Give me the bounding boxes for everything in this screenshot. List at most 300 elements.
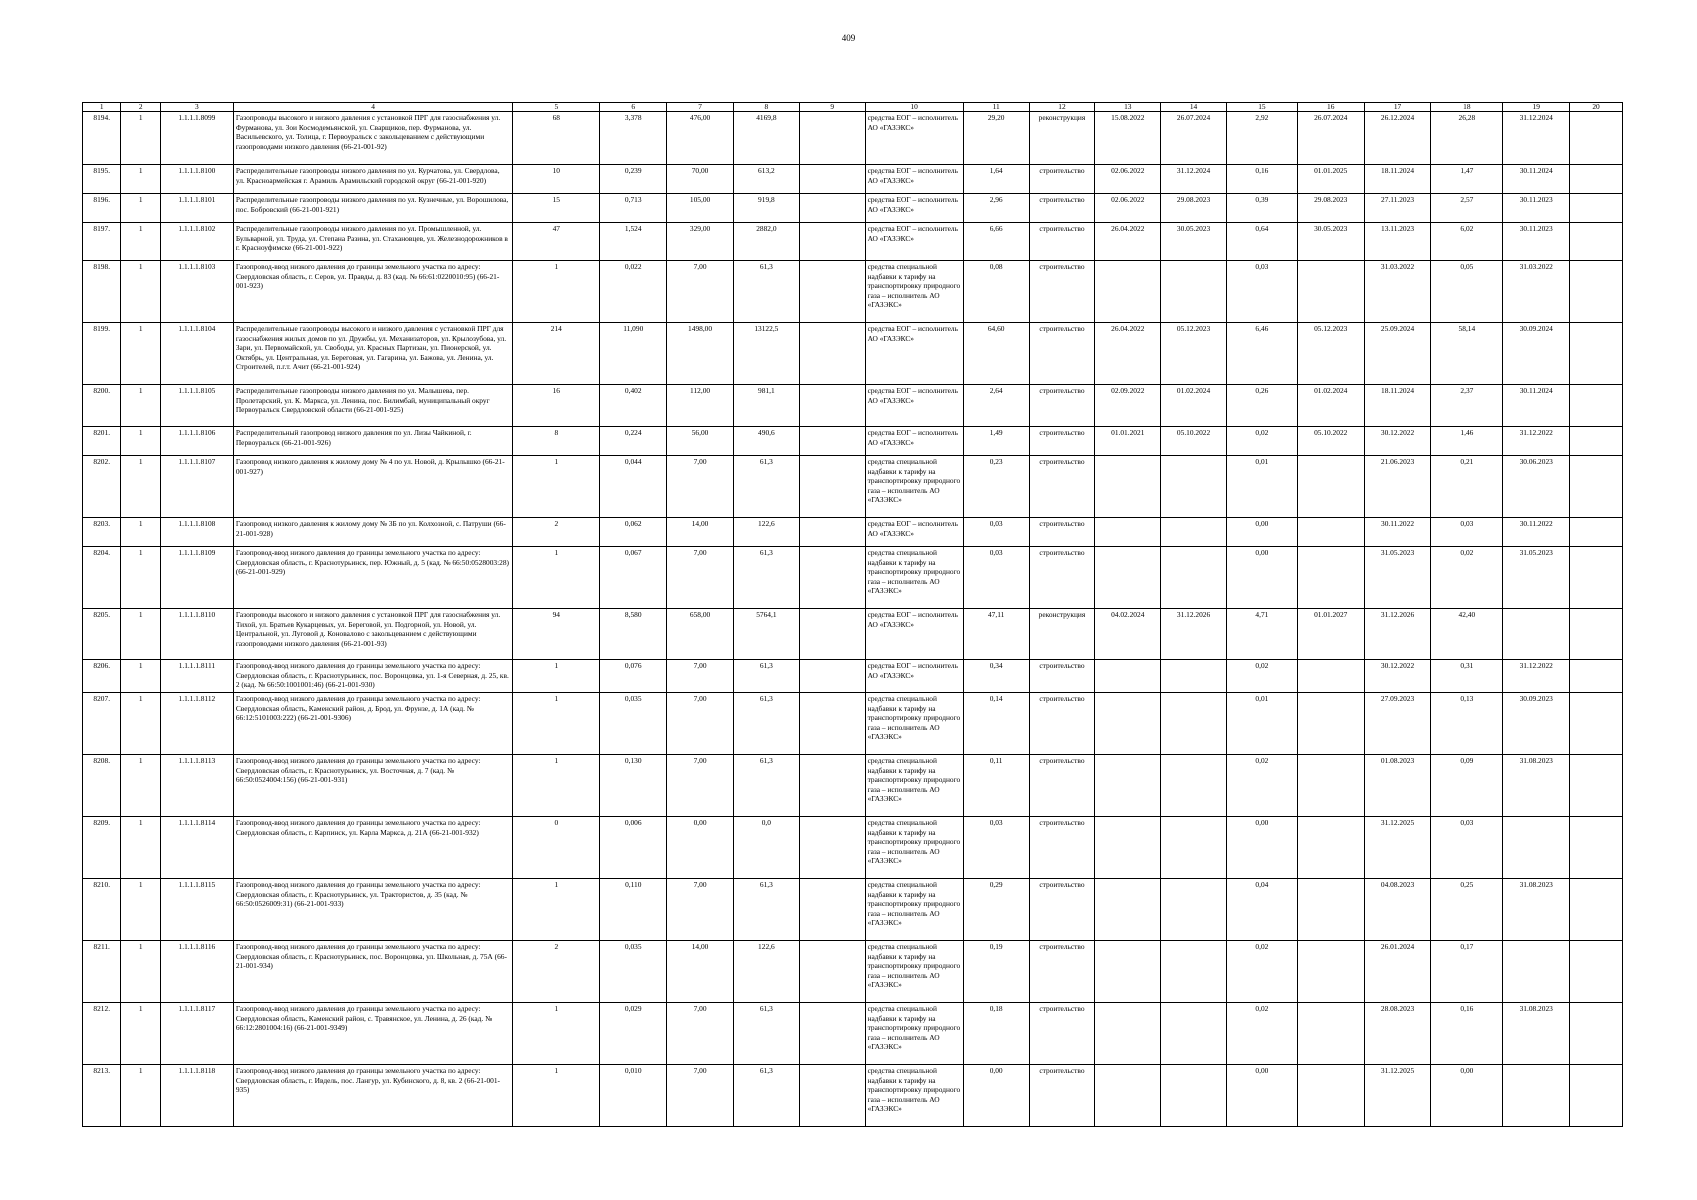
table-cell-col-15: 2,92 xyxy=(1226,112,1297,165)
table-cell-col-5: 1 xyxy=(513,456,600,518)
column-header-17: 17 xyxy=(1364,103,1431,112)
table-cell-col-10: средства ЕОГ – исполнитель АО «ГАЗЭКС» xyxy=(865,518,963,547)
table-cell-col-8: 61,3 xyxy=(733,1065,799,1127)
table-cell-col-11: 0,14 xyxy=(963,693,1029,755)
column-header-15: 15 xyxy=(1226,103,1297,112)
table-cell-col-8: 61,3 xyxy=(733,456,799,518)
table-cell-col-4: Распределительные газопроводы низкого давления по ул. Курчатова, ул. Свердлова, ул. Красноармейская г. Арамиль Арамильский городской округ (66-21-001-920) xyxy=(233,165,512,194)
table-row xyxy=(83,456,1623,518)
table-cell-col-13 xyxy=(1095,693,1161,755)
table-cell-col-12: строительство xyxy=(1029,693,1095,755)
table-header xyxy=(83,103,1623,112)
table-cell-col-20 xyxy=(1570,547,1623,609)
table-cell-col-9 xyxy=(799,456,865,518)
table-cell-col-11: 6,66 xyxy=(963,223,1029,261)
table-cell-col-12: строительство xyxy=(1029,323,1095,385)
table-cell-col-13 xyxy=(1095,879,1161,941)
table-cell-col-4: Газопровод-ввод низкого давления до границы земельного участка по адресу: Свердловская область, г. Краснотурьинск, пер. Южный, д. 5 (кад. № 66:50:0528003:28) (66-21-001-929) xyxy=(233,547,512,609)
table-cell-col-4: Газопровод-ввод низкого давления до границы земельного участка по адресу: Свердловская область, г. Краснотурьинск, пос. Воронцовка, ул. Школьная, д. 75А (66-21-001-934) xyxy=(233,941,512,1003)
table-cell-col-14: 01.02.2024 xyxy=(1161,385,1227,427)
table-cell-col-6: 0,713 xyxy=(600,194,667,223)
table-cell-col-11: 1,49 xyxy=(963,427,1029,456)
table-row xyxy=(83,261,1623,323)
table-cell-col-2: 1 xyxy=(121,518,160,547)
table-cell-col-18: 0,17 xyxy=(1431,941,1503,1003)
table-cell-col-8: 122,6 xyxy=(733,518,799,547)
table-cell-col-19 xyxy=(1503,1065,1570,1127)
table-cell-col-14: 30.05.2023 xyxy=(1161,223,1227,261)
table-cell-col-20 xyxy=(1570,817,1623,879)
table-cell-col-17: 31.12.2025 xyxy=(1364,817,1431,879)
table-cell-col-10: средства ЕОГ – исполнитель АО «ГАЗЭКС» xyxy=(865,323,963,385)
table-cell-col-16: 05.10.2022 xyxy=(1297,427,1364,456)
table-cell-col-8: 122,6 xyxy=(733,941,799,1003)
table-cell-col-5: 214 xyxy=(513,323,600,385)
table-cell-col-13: 26.04.2022 xyxy=(1095,223,1161,261)
table-cell-col-7: 14,00 xyxy=(667,941,734,1003)
table-cell-col-7: 7,00 xyxy=(667,1003,734,1065)
table-cell-col-4: Газопроводы высокого и низкого давления с установкой ПРГ для газоснабжения ул. Фурманова, ул. Зои Космодемьянской, ул. Сварщиков, пер. Фурманова, ул. Васильевского, ул. Толица, г. Первоуральск с закольцеванием с действующими газопроводами низкого давления (66-21-001-92) xyxy=(233,112,512,165)
table-cell-col-13 xyxy=(1095,518,1161,547)
table-cell-col-10: средства специальной надбавки к тарифу на транспортировку природного газа – исполнитель АО «ГАЗЭКС» xyxy=(865,693,963,755)
table-cell-col-18: 0,16 xyxy=(1431,1003,1503,1065)
table-cell-col-7: 56,00 xyxy=(667,427,734,456)
table-cell-col-18: 0,05 xyxy=(1431,261,1503,323)
table-cell-col-7: 7,00 xyxy=(667,1065,734,1127)
table-cell-col-2: 1 xyxy=(121,693,160,755)
table-cell-col-6: 0,110 xyxy=(600,879,667,941)
table-cell-col-6: 0,076 xyxy=(600,660,667,693)
table-cell-col-3: 1.1.1.1.8107 xyxy=(160,456,233,518)
table-cell-col-8: 0,0 xyxy=(733,817,799,879)
table-cell-col-1: 8209. xyxy=(83,817,121,879)
table-cell-col-15: 0,02 xyxy=(1226,427,1297,456)
table-cell-col-17: 26.01.2024 xyxy=(1364,941,1431,1003)
table-cell-col-6: 3,378 xyxy=(600,112,667,165)
table-cell-col-11: 64,60 xyxy=(963,323,1029,385)
table-cell-col-15: 0,01 xyxy=(1226,456,1297,518)
table-cell-col-11: 0,23 xyxy=(963,456,1029,518)
table-cell-col-8: 61,3 xyxy=(733,755,799,817)
table-cell-col-2: 1 xyxy=(121,112,160,165)
table-cell-col-18: 0,25 xyxy=(1431,879,1503,941)
table-cell-col-11: 2,96 xyxy=(963,194,1029,223)
table-row xyxy=(83,194,1623,223)
table-cell-col-17: 31.05.2023 xyxy=(1364,547,1431,609)
table-cell-col-1: 8203. xyxy=(83,518,121,547)
table-cell-col-20 xyxy=(1570,194,1623,223)
column-header-19: 19 xyxy=(1503,103,1570,112)
table-cell-col-15: 0,01 xyxy=(1226,693,1297,755)
table-cell-col-8: 13122,5 xyxy=(733,323,799,385)
registry-table xyxy=(82,102,1623,1127)
table-cell-col-2: 1 xyxy=(121,1065,160,1127)
table-cell-col-16 xyxy=(1297,1065,1364,1127)
table-cell-col-9 xyxy=(799,112,865,165)
table-cell-col-4: Газопровод-ввод низкого давления до границы земельного участка по адресу: Свердловская область, Каменский район, с. Травянское, ул. Ленина, д. 26 (кад. № 66:12:2801004:16) (66-21-001-9349) xyxy=(233,1003,512,1065)
table-cell-col-10: средства специальной надбавки к тарифу на транспортировку природного газа – исполнитель АО «ГАЗЭКС» xyxy=(865,1003,963,1065)
table-cell-col-4: Распределительные газопроводы низкого давления по ул. Промышленной, ул. Бульварной, ул. Труда, ул. Степана Разина, ул. Стахановцев, ул. Железнодорожников в г. Красноуфимске (66-21-001-922) xyxy=(233,223,512,261)
table-cell-col-3: 1.1.1.1.8101 xyxy=(160,194,233,223)
table-cell-col-2: 1 xyxy=(121,941,160,1003)
table-cell-col-9 xyxy=(799,693,865,755)
table-cell-col-3: 1.1.1.1.8106 xyxy=(160,427,233,456)
table-cell-col-13: 02.09.2022 xyxy=(1095,385,1161,427)
table-cell-col-9 xyxy=(799,223,865,261)
table-cell-col-15: 0,39 xyxy=(1226,194,1297,223)
table-cell-col-10: средства специальной надбавки к тарифу на транспортировку природного газа – исполнитель АО «ГАЗЭКС» xyxy=(865,547,963,609)
table-cell-col-19: 31.12.2022 xyxy=(1503,427,1570,456)
table-cell-col-5: 1 xyxy=(513,1065,600,1127)
table-cell-col-17: 25.09.2024 xyxy=(1364,323,1431,385)
table-cell-col-12: строительство xyxy=(1029,518,1095,547)
table-row xyxy=(83,693,1623,755)
table-cell-col-14 xyxy=(1161,660,1227,693)
table-cell-col-18: 58,14 xyxy=(1431,323,1503,385)
table-row xyxy=(83,1065,1623,1127)
table-cell-col-3: 1.1.1.1.8117 xyxy=(160,1003,233,1065)
table-cell-col-4: Газопровод низкого давления к жилому дому № 3Б по ул. Колхозной, с. Патруши (66-21-001-928) xyxy=(233,518,512,547)
table-cell-col-1: 8205. xyxy=(83,609,121,660)
table-cell-col-13: 26.04.2022 xyxy=(1095,323,1161,385)
column-header-7: 7 xyxy=(667,103,734,112)
column-header-20: 20 xyxy=(1570,103,1623,112)
table-cell-col-6: 0,130 xyxy=(600,755,667,817)
table-cell-col-9 xyxy=(799,1003,865,1065)
table-cell-col-15: 0,16 xyxy=(1226,165,1297,194)
table-cell-col-18: 42,40 xyxy=(1431,609,1503,660)
table-cell-col-10: средства ЕОГ – исполнитель АО «ГАЗЭКС» xyxy=(865,194,963,223)
table-cell-col-12: строительство xyxy=(1029,427,1095,456)
table-cell-col-19: 31.08.2023 xyxy=(1503,1003,1570,1065)
table-cell-col-6: 0,006 xyxy=(600,817,667,879)
table-cell-col-4: Газопровод низкого давления к жилому дому № 4 по ул. Новой, д. Крылышко (66-21-001-927) xyxy=(233,456,512,518)
table-cell-col-1: 8194. xyxy=(83,112,121,165)
table-cell-col-20 xyxy=(1570,755,1623,817)
table-cell-col-16 xyxy=(1297,518,1364,547)
table-cell-col-6: 0,044 xyxy=(600,456,667,518)
table-cell-col-3: 1.1.1.1.8116 xyxy=(160,941,233,1003)
table-cell-col-8: 61,3 xyxy=(733,879,799,941)
table-cell-col-7: 105,00 xyxy=(667,194,734,223)
table-cell-col-1: 8210. xyxy=(83,879,121,941)
table-cell-col-7: 7,00 xyxy=(667,693,734,755)
table-cell-col-13 xyxy=(1095,1003,1161,1065)
table-cell-col-4: Распределительный газопровод низкого давления по ул. Лизы Чайкиной, г. Первоуральск (66-21-001-926) xyxy=(233,427,512,456)
table-cell-col-10: средства специальной надбавки к тарифу на транспортировку природного газа – исполнитель АО «ГАЗЭКС» xyxy=(865,817,963,879)
table-cell-col-1: 8195. xyxy=(83,165,121,194)
table-cell-col-8: 4169,8 xyxy=(733,112,799,165)
table-cell-col-5: 1 xyxy=(513,879,600,941)
table-cell-col-19: 31.08.2023 xyxy=(1503,879,1570,941)
table-cell-col-3: 1.1.1.1.8115 xyxy=(160,879,233,941)
table-cell-col-7: 476,00 xyxy=(667,112,734,165)
table-cell-col-3: 1.1.1.1.8111 xyxy=(160,660,233,693)
table-cell-col-8: 2882,0 xyxy=(733,223,799,261)
table-cell-col-2: 1 xyxy=(121,1003,160,1065)
table-cell-col-5: 1 xyxy=(513,261,600,323)
table-cell-col-14: 05.10.2022 xyxy=(1161,427,1227,456)
table-cell-col-17: 21.06.2023 xyxy=(1364,456,1431,518)
table-cell-col-17: 30.12.2022 xyxy=(1364,427,1431,456)
table-cell-col-13 xyxy=(1095,547,1161,609)
table-cell-col-1: 8197. xyxy=(83,223,121,261)
column-header-11: 11 xyxy=(963,103,1029,112)
table-cell-col-6: 0,035 xyxy=(600,693,667,755)
table-cell-col-7: 7,00 xyxy=(667,547,734,609)
table-cell-col-19: 31.12.2024 xyxy=(1503,112,1570,165)
table-cell-col-3: 1.1.1.1.8104 xyxy=(160,323,233,385)
table-cell-col-11: 0,00 xyxy=(963,1065,1029,1127)
table-cell-col-14: 31.12.2026 xyxy=(1161,609,1227,660)
table-cell-col-2: 1 xyxy=(121,879,160,941)
table-cell-col-15: 0,02 xyxy=(1226,660,1297,693)
column-header-1: 1 xyxy=(83,103,121,112)
table-cell-col-2: 1 xyxy=(121,323,160,385)
table-cell-col-13 xyxy=(1095,941,1161,1003)
table-cell-col-11: 0,08 xyxy=(963,261,1029,323)
table-cell-col-11: 0,03 xyxy=(963,547,1029,609)
table-cell-col-5: 1 xyxy=(513,693,600,755)
table-cell-col-16: 30.05.2023 xyxy=(1297,223,1364,261)
table-cell-col-8: 61,3 xyxy=(733,693,799,755)
table-cell-col-16 xyxy=(1297,547,1364,609)
table-cell-col-15: 6,46 xyxy=(1226,323,1297,385)
table-cell-col-15: 0,02 xyxy=(1226,755,1297,817)
table-cell-col-8: 613,2 xyxy=(733,165,799,194)
table-cell-col-3: 1.1.1.1.8103 xyxy=(160,261,233,323)
table-row xyxy=(83,660,1623,693)
table-cell-col-2: 1 xyxy=(121,609,160,660)
table-cell-col-17: 28.08.2023 xyxy=(1364,1003,1431,1065)
table-cell-col-19: 30.11.2024 xyxy=(1503,165,1570,194)
table-cell-col-8: 61,3 xyxy=(733,1003,799,1065)
table-cell-col-15: 0,26 xyxy=(1226,385,1297,427)
table-cell-col-20 xyxy=(1570,693,1623,755)
table-cell-col-7: 0,00 xyxy=(667,817,734,879)
table-cell-col-5: 10 xyxy=(513,165,600,194)
table-cell-col-18: 0,02 xyxy=(1431,547,1503,609)
table-cell-col-5: 47 xyxy=(513,223,600,261)
table-row xyxy=(83,547,1623,609)
table-row xyxy=(83,1003,1623,1065)
table-cell-col-18: 0,09 xyxy=(1431,755,1503,817)
table-cell-col-19: 30.09.2023 xyxy=(1503,693,1570,755)
table-cell-col-10: средства специальной надбавки к тарифу на транспортировку природного газа – исполнитель АО «ГАЗЭКС» xyxy=(865,456,963,518)
table-cell-col-5: 1 xyxy=(513,755,600,817)
table-cell-col-6: 8,580 xyxy=(600,609,667,660)
table-cell-col-8: 981,1 xyxy=(733,385,799,427)
table-cell-col-1: 8202. xyxy=(83,456,121,518)
table-cell-col-3: 1.1.1.1.8118 xyxy=(160,1065,233,1127)
table-cell-col-19 xyxy=(1503,609,1570,660)
table-cell-col-18: 0,31 xyxy=(1431,660,1503,693)
table-cell-col-15: 0,00 xyxy=(1226,547,1297,609)
table-cell-col-12: строительство xyxy=(1029,547,1095,609)
table-cell-col-9 xyxy=(799,941,865,1003)
table-cell-col-16 xyxy=(1297,456,1364,518)
table-row xyxy=(83,427,1623,456)
table-cell-col-17: 04.08.2023 xyxy=(1364,879,1431,941)
table-cell-col-6: 0,010 xyxy=(600,1065,667,1127)
table-cell-col-5: 1 xyxy=(513,660,600,693)
table-cell-col-16 xyxy=(1297,941,1364,1003)
table-cell-col-15: 4,71 xyxy=(1226,609,1297,660)
table-cell-col-7: 1498,00 xyxy=(667,323,734,385)
table-cell-col-12: строительство xyxy=(1029,879,1095,941)
table-cell-col-9 xyxy=(799,755,865,817)
table-cell-col-16 xyxy=(1297,755,1364,817)
table-cell-col-19: 31.03.2022 xyxy=(1503,261,1570,323)
table-cell-col-4: Газопровод-ввод низкого давления до границы земельного участка по адресу: Свердловская область, г. Краснотурьинск, пос. Воронцовка, ул. 1-я Северная, д. 25, кв. 2 (кад. № 66:50:1001001:46) (66-21-001-930) xyxy=(233,660,512,693)
table-cell-col-17: 26.12.2024 xyxy=(1364,112,1431,165)
table-cell-col-4: Распределительные газопроводы низкого давления по ул. Кузнечные, ул. Ворошилова, пос. Бобровский (66-21-001-921) xyxy=(233,194,512,223)
table-cell-col-1: 8212. xyxy=(83,1003,121,1065)
table-cell-col-9 xyxy=(799,385,865,427)
table-row xyxy=(83,755,1623,817)
table-cell-col-4: Газопровод-ввод низкого давления до границы земельного участка по адресу: Свердловская область, г. Ивдель, пос. Лангур, ул. Кубинского, д. 8, кв. 2 (66-21-001-935) xyxy=(233,1065,512,1127)
table-cell-col-13 xyxy=(1095,261,1161,323)
table-cell-col-6: 0,402 xyxy=(600,385,667,427)
table-cell-col-1: 8201. xyxy=(83,427,121,456)
table-cell-col-3: 1.1.1.1.8102 xyxy=(160,223,233,261)
table-row xyxy=(83,817,1623,879)
table-cell-col-2: 1 xyxy=(121,547,160,609)
table-cell-col-10: средства ЕОГ – исполнитель АО «ГАЗЭКС» xyxy=(865,427,963,456)
column-header-18: 18 xyxy=(1431,103,1503,112)
table-cell-col-9 xyxy=(799,323,865,385)
table-cell-col-19: 30.11.2023 xyxy=(1503,194,1570,223)
table-cell-col-17: 01.08.2023 xyxy=(1364,755,1431,817)
page-number: 409 xyxy=(841,33,856,43)
table-cell-col-18: 1,47 xyxy=(1431,165,1503,194)
table-cell-col-2: 1 xyxy=(121,385,160,427)
table-cell-col-5: 1 xyxy=(513,1003,600,1065)
table-cell-col-8: 61,3 xyxy=(733,261,799,323)
table-cell-col-2: 1 xyxy=(121,755,160,817)
table-cell-col-8: 919,8 xyxy=(733,194,799,223)
table-cell-col-16 xyxy=(1297,879,1364,941)
table-cell-col-17: 30.12.2022 xyxy=(1364,660,1431,693)
table-row xyxy=(83,941,1623,1003)
table-cell-col-17: 27.11.2023 xyxy=(1364,194,1431,223)
table-cell-col-6: 0,067 xyxy=(600,547,667,609)
table-cell-col-7: 7,00 xyxy=(667,879,734,941)
table-cell-col-13: 01.01.2021 xyxy=(1095,427,1161,456)
table-cell-col-8: 61,3 xyxy=(733,660,799,693)
table-cell-col-18: 0,03 xyxy=(1431,817,1503,879)
table-cell-col-7: 7,00 xyxy=(667,456,734,518)
table-cell-col-4: Газопровод-ввод низкого давления до границы земельного участка по адресу: Свердловская область, г. Серов, ул. Правды, д. 83 (кад. № 66:61:0220010:95) (66-21-001-923) xyxy=(233,261,512,323)
table-cell-col-17: 31.03.2022 xyxy=(1364,261,1431,323)
column-header-6: 6 xyxy=(600,103,667,112)
table-cell-col-2: 1 xyxy=(121,194,160,223)
table-row xyxy=(83,323,1623,385)
table-cell-col-7: 7,00 xyxy=(667,261,734,323)
table-cell-col-19 xyxy=(1503,941,1570,1003)
table-cell-col-12: строительство xyxy=(1029,223,1095,261)
column-header-12: 12 xyxy=(1029,103,1095,112)
table-cell-col-10: средства ЕОГ – исполнитель АО «ГАЗЭКС» xyxy=(865,385,963,427)
table-cell-col-4: Газопроводы высокого и низкого давления с установкой ПРГ для газоснабжения ул. Тихой, ул. Братьев Кукарцевых, ул. Береговой, ул. Подгорной, ул. Новой, ул. Центральной, ул. Луговой д. Коновалово с закольцеванием с действующими газопроводами низкого давления (66-21-001-93) xyxy=(233,609,512,660)
table-cell-col-12: строительство xyxy=(1029,755,1095,817)
table-cell-col-4: Распределительные газопроводы низкого давления по ул. Малышева, пер. Пролетарский, ул. К. Маркса, ул. Ленина, пос. Билимбай, муниципальный округ Первоуральск Свердловской области (66-21-001-925) xyxy=(233,385,512,427)
table-cell-col-5: 16 xyxy=(513,385,600,427)
table-cell-col-20 xyxy=(1570,1065,1623,1127)
table-cell-col-12: строительство xyxy=(1029,1065,1095,1127)
table-cell-col-4: Распределительные газопроводы высокого и низкого давления с установкой ПРГ для газоснабжения жилых домов по ул. Дружбы, ул. Механизаторов, ул. Крылозубова, ул. Зари, ул. Первомайской, ул. Свободы, ул. Красных Партизан, ул. Пионерской, ул. Октябрь, ул. Центральная, ул. Береговая, ул. Гагарина, ул. Бажова, ул. Ленина, ул. Строителей, п.г.т. Ачит (66-21-001-924) xyxy=(233,323,512,385)
table-cell-col-10: средства ЕОГ – исполнитель АО «ГАЗЭКС» xyxy=(865,609,963,660)
table-cell-col-11: 0,19 xyxy=(963,941,1029,1003)
table-cell-col-5: 15 xyxy=(513,194,600,223)
column-header-10: 10 xyxy=(865,103,963,112)
table-cell-col-3: 1.1.1.1.8114 xyxy=(160,817,233,879)
table-cell-col-13 xyxy=(1095,755,1161,817)
table-cell-col-19: 30.11.2022 xyxy=(1503,518,1570,547)
table-cell-col-9 xyxy=(799,609,865,660)
table-cell-col-16: 29.08.2023 xyxy=(1297,194,1364,223)
table-cell-col-17: 13.11.2023 xyxy=(1364,223,1431,261)
table-cell-col-12: строительство xyxy=(1029,1003,1095,1065)
table-cell-col-10: средства ЕОГ – исполнитель АО «ГАЗЭКС» xyxy=(865,112,963,165)
table-cell-col-18: 2,57 xyxy=(1431,194,1503,223)
table-row xyxy=(83,223,1623,261)
table-cell-col-12: строительство xyxy=(1029,261,1095,323)
table-cell-col-16 xyxy=(1297,261,1364,323)
table-cell-col-14 xyxy=(1161,547,1227,609)
table-cell-col-4: Газопровод-ввод низкого давления до границы земельного участка по адресу: Свердловская область, г. Краснотурьинск, ул. Трактористов, д. 35 (кад. № 66:50:0526009:31) (66-21-001-933) xyxy=(233,879,512,941)
table-cell-col-1: 8198. xyxy=(83,261,121,323)
table-cell-col-11: 0,03 xyxy=(963,518,1029,547)
table-cell-col-20 xyxy=(1570,261,1623,323)
table-body xyxy=(83,112,1623,1127)
table-cell-col-20 xyxy=(1570,456,1623,518)
table-cell-col-12: реконструкция xyxy=(1029,609,1095,660)
table-cell-col-5: 2 xyxy=(513,941,600,1003)
table-cell-col-5: 68 xyxy=(513,112,600,165)
table-cell-col-9 xyxy=(799,518,865,547)
table-cell-col-15: 0,64 xyxy=(1226,223,1297,261)
table-row xyxy=(83,879,1623,941)
table-cell-col-12: строительство xyxy=(1029,941,1095,1003)
table-cell-col-10: средства специальной надбавки к тарифу на транспортировку природного газа – исполнитель АО «ГАЗЭКС» xyxy=(865,261,963,323)
table-cell-col-1: 8213. xyxy=(83,1065,121,1127)
table-cell-col-17: 30.11.2022 xyxy=(1364,518,1431,547)
table-cell-col-18: 0,13 xyxy=(1431,693,1503,755)
table-row xyxy=(83,112,1623,165)
table-cell-col-17: 27.09.2023 xyxy=(1364,693,1431,755)
table-cell-col-17: 31.12.2025 xyxy=(1364,1065,1431,1127)
table-cell-col-16: 01.01.2025 xyxy=(1297,165,1364,194)
table-cell-col-1: 8200. xyxy=(83,385,121,427)
table-cell-col-11: 0,11 xyxy=(963,755,1029,817)
table-cell-col-4: Газопровод-ввод низкого давления до границы земельного участка по адресу: Свердловская область, г. Краснотурьинск, ул. Восточная, д. 7 (кад. № 66:50:0524004:156) (66-21-001-931) xyxy=(233,755,512,817)
table-cell-col-18: 0,00 xyxy=(1431,1065,1503,1127)
table-cell-col-12: строительство xyxy=(1029,165,1095,194)
table-cell-col-15: 0,02 xyxy=(1226,941,1297,1003)
table-cell-col-9 xyxy=(799,879,865,941)
table-cell-col-10: средства специальной надбавки к тарифу на транспортировку природного газа – исполнитель АО «ГАЗЭКС» xyxy=(865,755,963,817)
table-cell-col-14 xyxy=(1161,261,1227,323)
table-cell-col-19: 30.11.2023 xyxy=(1503,223,1570,261)
table-cell-col-19: 31.05.2023 xyxy=(1503,547,1570,609)
header-row xyxy=(83,103,1623,112)
table-cell-col-13 xyxy=(1095,1065,1161,1127)
table-cell-col-3: 1.1.1.1.8100 xyxy=(160,165,233,194)
column-header-9: 9 xyxy=(799,103,865,112)
table-cell-col-20 xyxy=(1570,323,1623,385)
table-cell-col-17: 31.12.2026 xyxy=(1364,609,1431,660)
